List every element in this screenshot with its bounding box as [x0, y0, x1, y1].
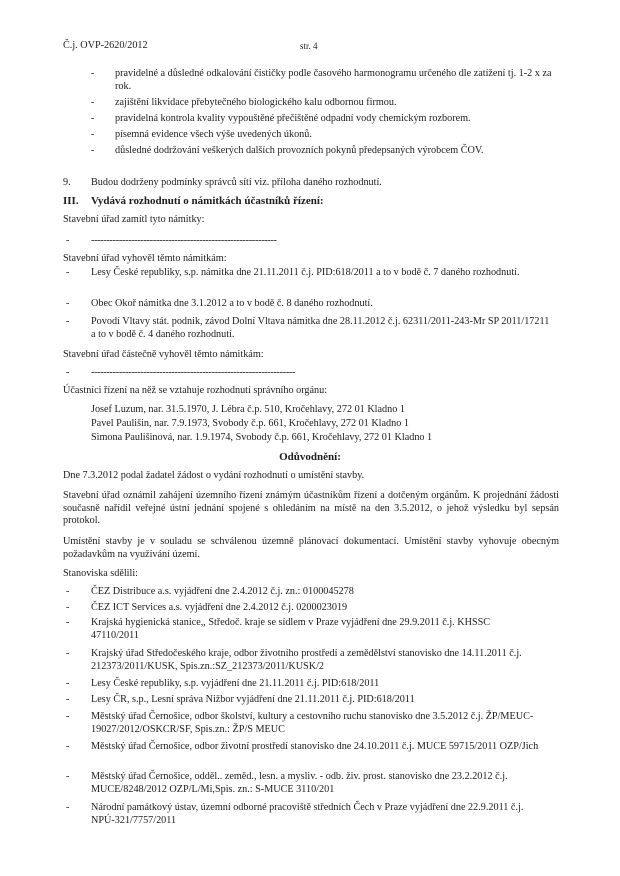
participant-person: Pavel Paulišin, nar. 7.9.1973, Svobody č.p. 661, Kročehlavy, 272 01 Kladno 1 — [91, 418, 409, 429]
participants-label: Účastníci řízení na něž se vztahuje rozhodnutí správního orgánu: — [63, 385, 328, 396]
document-reference: Č.j. OVP-2620/2012 — [63, 40, 148, 51]
list-item: - Lesy ČR, s.p., Lesní správa Nižbor vyjádření dne 21.11.2011 č.j. PID:618/2011 — [66, 694, 415, 705]
rejected-dash: - — [66, 235, 70, 246]
participant-person: Josef Luzum, nar. 31.5.1970, J. Lébra č.p. 510, Kročehlavy, 272 01 Kladno 1 — [91, 404, 405, 415]
list-item: - Lesy České republiky, s.p. vyjádření dne 21.11.2011 č.j. PID:618/2011 — [66, 678, 380, 689]
section-title: Vydává rozhodnutí o námitkách účastníků řízení: — [91, 195, 324, 207]
list-item: - Městský úřad Černošice, odbor životní prostředí stanovisko dne 24.10.2011 č.j. MUCE 59715/2011 OZP/Jich — [66, 741, 539, 752]
list-item: - důsledné dodržování veškerých dalších provozních pokynů předepsaných výrobcem ČOV. — [91, 145, 484, 156]
rejected-label: Stavební úřad zamítl tyto námitky: — [63, 214, 205, 225]
list-item: - Národní památkový ústav, územní odborné pracoviště středních Čech v Praze vyjádření dne 22.9.2011 č.j. NPÚ-321/7757/2011 — [66, 802, 524, 826]
rejected-placeholder-line: ------------------------------------------------------------ — [91, 235, 277, 246]
page-number: str. 4 — [300, 41, 318, 51]
reasoning-title: Odůvodnění: — [279, 451, 341, 463]
list-item: - zajištění likvidace přebytečného biologického kalu odbornou firmou. — [91, 97, 397, 108]
list-item: - Městský úřad Černošice, odbor školství, kultury a cestovního ruchu stanovisko dne 3.5.2012 č.j. ŽP/MEUC-19027/2012/OSKCR/SF, Spis.zn.: ŽP/S MEUC — [66, 711, 534, 735]
opinions-label: Stanoviska sdělili: — [63, 568, 138, 579]
list-item: - ČEZ Distribuce a.s. vyjádření dne 2.4.2012 č.j. zn.: 0100045278 — [66, 586, 354, 597]
list-item: - Městský úřad Černošice, odděl.. zeměd., lesn. a mysliv. - odb. živ. prost. stanovisko dne 23.2.2012 č.j. MUCE/8248/2012 OZP/L/Mi,Spis. zn.: S-MUCE 3110/201 — [66, 771, 508, 795]
participant-person: Simona Paulišinová, nar. 1.9.1974, Svobody č.p. 661, Kročehlavy, 272 01 Kladno 1 — [91, 432, 433, 443]
list-item: - pravidelné a důsledné odkalování čističky podle časového harmonogramu určeného dle zatížení tj. 1-2 x za rok. — [91, 68, 552, 92]
list-item: - Obec Okoř námitka dne 3.1.2012 a to v bodě č. 8 daného rozhodnutí. — [66, 298, 373, 309]
list-item: - pravidelná kontrola kvality vypouštěné přečištěné odpadní vody chemickým rozborem. — [91, 113, 471, 124]
reasoning-paragraph: Stavební úřad oznámil zahájení územního řízení známým účastníkům řízení a dotčeným orgánům. K projednání žádosti současně nařídil veřejné ústní jednání spojené s ohledáním na místě na den 3.5.2012, o jehož výsledku byl sepsán protokol. — [63, 490, 559, 527]
list-item: - Povodí Vltavy stát. podnik, závod Dolní Vltava námitka dne 28.11.2012 č.j. 62311/2011-243-Mr SP 2011/17211 a to v bodě č. 4 daného rozhodnutí. — [66, 316, 550, 340]
partial-placeholder-line: ------------------------------------------------------------------ — [91, 367, 296, 378]
partial-label: Stavební úřad částečně vyhověl těmto námitkám: — [63, 349, 264, 360]
reasoning-paragraph: Umístění stavby je v souladu se schválenou územně plánovací dokumentací. Umístění stavby vyhovuje obecným požadavkům na využívání území. — [63, 536, 559, 560]
partial-dash: - — [66, 367, 70, 378]
list-item: - Lesy České republiky, s.p. námitka dne 21.11.2011 č.j. PID:618/2011 a to v bodě č. 7 daného rozhodnutí. — [66, 267, 520, 278]
point-text: Budou dodrženy podmínky správců sítí viz. příloha daného rozhodnutí. — [91, 177, 382, 188]
list-item: - ČEZ ICT Services a.s. vyjádření dne 2.4.2012 č.j. 0200023019 — [66, 602, 348, 613]
accepted-label: Stavební úřad vyhověl těmto námitkám: — [63, 253, 227, 264]
point-number: 9. — [63, 177, 71, 188]
section-number: III. — [63, 195, 79, 207]
reasoning-paragraph: Dne 7.3.2012 podal žadatel žádost o vydání rozhodnutí o umístění stavby. — [63, 470, 365, 481]
list-item: - písemná evidence všech výše uvedených úkonů. — [91, 129, 312, 140]
list-item: - Krajský úřad Středočeského kraje, odbor životního prostředí a zemědělství stanovisko dne 14.11.2011 č.j. 212373/2011/KUSK, Spis.zn.:SZ_212373/2011/KUSK/2 — [66, 648, 522, 672]
list-item: - Krajská hygienická stanice,, Středoč. kraje se sídlem v Praze vyjádření dne 29.9.2011 č.j. KHSSC 47110/2011 — [66, 617, 491, 641]
